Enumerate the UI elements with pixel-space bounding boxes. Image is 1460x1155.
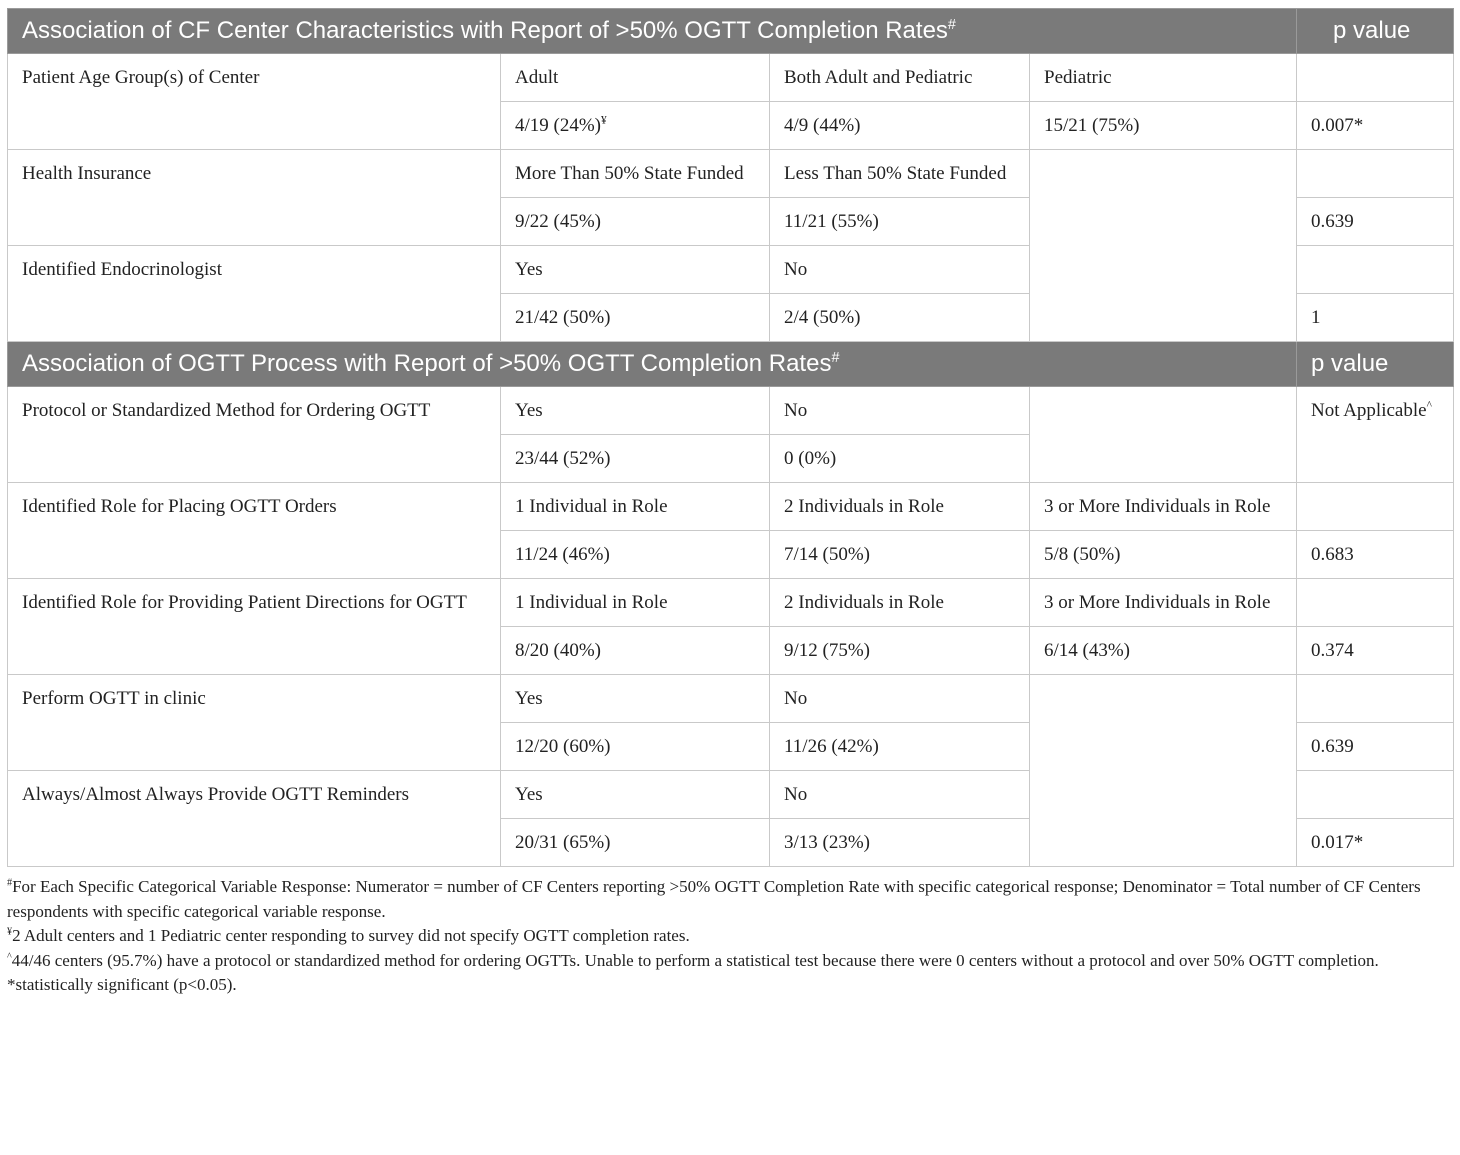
pvalue-empty-cell bbox=[1297, 54, 1454, 102]
category-cell: 3 or More Individuals in Role bbox=[1030, 483, 1297, 531]
value-cell: 6/14 (43%) bbox=[1030, 627, 1297, 675]
category-cell: No bbox=[770, 675, 1030, 723]
value-cell: 21/42 (50%) bbox=[501, 294, 770, 342]
row-label: Identified Role for Placing OGTT Orders bbox=[8, 483, 501, 579]
value-cell: 0 (0%) bbox=[770, 435, 1030, 483]
footnote: ¥2 Adult centers and 1 Pediatric center responding to survey did not specify OGTT completion rates. bbox=[7, 926, 690, 945]
value-cell: 11/24 (46%) bbox=[501, 531, 770, 579]
pvalue-empty-cell bbox=[1297, 579, 1454, 627]
category-cell: Both Adult and Pediatric bbox=[770, 54, 1030, 102]
value-cell: 9/22 (45%) bbox=[501, 198, 770, 246]
category-cell: 3 or More Individuals in Role bbox=[1030, 579, 1297, 627]
section-header bbox=[8, 9, 1454, 54]
row-label: Patient Age Group(s) of Center bbox=[8, 54, 501, 150]
value-cell: 4/19 (24%)¥ bbox=[501, 102, 770, 150]
category-cell: Less Than 50% State Funded bbox=[770, 150, 1030, 198]
value-cell: 15/21 (75%) bbox=[1030, 102, 1297, 150]
table-row bbox=[8, 387, 1454, 435]
value-cell: 20/31 (65%) bbox=[501, 819, 770, 867]
category-cell: No bbox=[770, 246, 1030, 294]
table-footnotes bbox=[7, 875, 1453, 998]
section-title: Association of OGTT Process with Report of >50% OGTT Completion Rates# bbox=[8, 342, 1297, 387]
row-label: Identified Endocrinologist bbox=[8, 246, 501, 342]
value-cell: 4/9 (44%) bbox=[770, 102, 1030, 150]
pvalue-cell: 0.639 bbox=[1297, 198, 1454, 246]
value-cell: 11/26 (42%) bbox=[770, 723, 1030, 771]
table-row bbox=[8, 675, 1454, 723]
category-cell: Pediatric bbox=[1030, 54, 1297, 102]
category-cell: Yes bbox=[501, 771, 770, 819]
category-cell: 2 Individuals in Role bbox=[770, 579, 1030, 627]
row-label: Perform OGTT in clinic bbox=[8, 675, 501, 771]
pvalue-empty-cell bbox=[1297, 150, 1454, 198]
pvalue-empty-cell bbox=[1297, 771, 1454, 819]
row-label: Health Insurance bbox=[8, 150, 501, 246]
category-cell: 1 Individual in Role bbox=[501, 579, 770, 627]
value-cell: 7/14 (50%) bbox=[770, 531, 1030, 579]
category-cell: 1 Individual in Role bbox=[501, 483, 770, 531]
category-cell: 2 Individuals in Role bbox=[770, 483, 1030, 531]
table-row bbox=[8, 150, 1454, 198]
pvalue-cell: 0.374 bbox=[1297, 627, 1454, 675]
row-label: Always/Almost Always Provide OGTT Reminders bbox=[8, 771, 501, 867]
empty-cell bbox=[1030, 150, 1297, 342]
pvalue-cell: 0.017* bbox=[1297, 819, 1454, 867]
value-cell: 11/21 (55%) bbox=[770, 198, 1030, 246]
pvalue-cell: 0.683 bbox=[1297, 531, 1454, 579]
empty-cell bbox=[1030, 675, 1297, 867]
value-cell: 9/12 (75%) bbox=[770, 627, 1030, 675]
value-cell: 12/20 (60%) bbox=[501, 723, 770, 771]
category-cell: No bbox=[770, 387, 1030, 435]
pvalue-empty-cell bbox=[1297, 246, 1454, 294]
category-cell: Yes bbox=[501, 246, 770, 294]
category-cell: Yes bbox=[501, 387, 770, 435]
footnote: ^44/46 centers (95.7%) have a protocol or standardized method for ordering OGTTs. Unable to perform a statistical test because there were 0 centers without a protocol and over 50% OGTT completion. bbox=[7, 950, 1379, 970]
results-table bbox=[7, 8, 1454, 867]
category-cell: No bbox=[770, 771, 1030, 819]
value-cell: 8/20 (40%) bbox=[501, 627, 770, 675]
row-label: Protocol or Standardized Method for Ordering OGTT bbox=[8, 387, 501, 483]
pvalue-cell: Not Applicable^ bbox=[1297, 387, 1454, 483]
category-cell: Adult bbox=[501, 54, 770, 102]
footnote: *statistically significant (p<0.05). bbox=[7, 975, 237, 994]
value-cell: 5/8 (50%) bbox=[1030, 531, 1297, 579]
pvalue-header: p value bbox=[1297, 9, 1454, 54]
table-figure bbox=[7, 8, 1453, 998]
empty-cell bbox=[1030, 387, 1297, 483]
value-cell: 3/13 (23%) bbox=[770, 819, 1030, 867]
pvalue-empty-cell bbox=[1297, 675, 1454, 723]
value-cell: 23/44 (52%) bbox=[501, 435, 770, 483]
table-row bbox=[8, 483, 1454, 531]
category-cell: Yes bbox=[501, 675, 770, 723]
pvalue-cell: 0.007* bbox=[1297, 102, 1454, 150]
section-title: Association of CF Center Characteristics with Report of >50% OGTT Completion Rates# bbox=[8, 9, 1297, 54]
table-row bbox=[8, 54, 1454, 102]
footnote: #For Each Specific Categorical Variable Response: Numerator = number of CF Centers reporting >50% OGTT Completion Rate with specific categorical response; Denominator = Total number of CF Centers respondents with specific categorical variable response. bbox=[7, 877, 1421, 921]
value-cell: 2/4 (50%) bbox=[770, 294, 1030, 342]
pvalue-empty-cell bbox=[1297, 483, 1454, 531]
section-header bbox=[8, 342, 1454, 387]
row-label: Identified Role for Providing Patient Directions for OGTT bbox=[8, 579, 501, 675]
pvalue-cell: 1 bbox=[1297, 294, 1454, 342]
pvalue-header: p value bbox=[1297, 342, 1454, 387]
category-cell: More Than 50% State Funded bbox=[501, 150, 770, 198]
table-row bbox=[8, 579, 1454, 627]
pvalue-cell: 0.639 bbox=[1297, 723, 1454, 771]
